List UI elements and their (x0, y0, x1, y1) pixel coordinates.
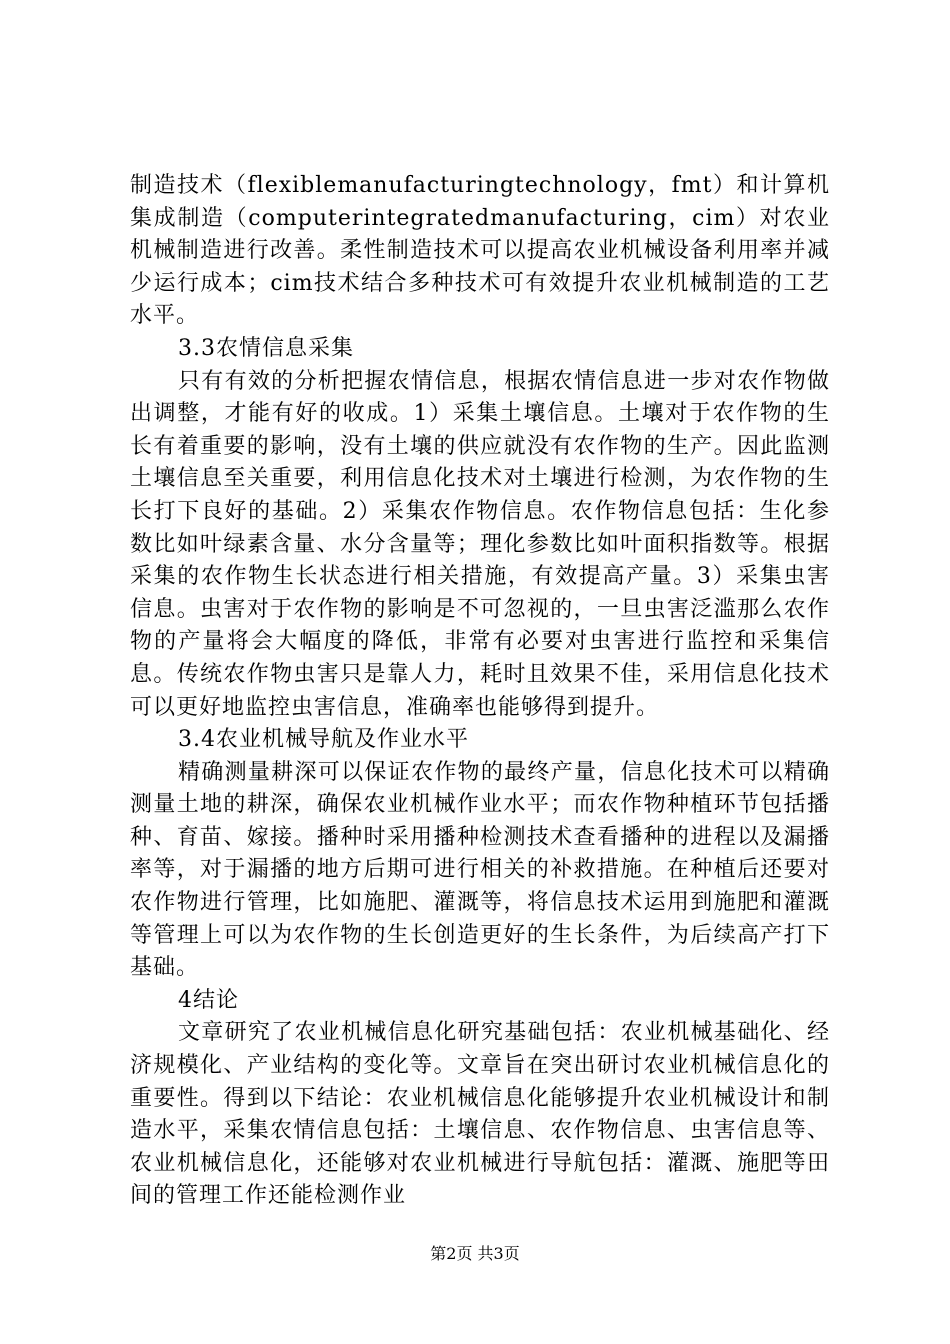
paragraph-crop-info: 只有有效的分析把握农情信息，根据农情信息进一步对农作物做出调整，才能有好的收成。1）采集土壤信息。土壤对于农作物的生长有着重要的影响，没有土壤的供应就没有农作物的生产。因此监测土壤信息至关重要，利用信息化技术对土壤进行检测，为农作物的生长打下良好的基础。2）采集农作物信息。农作物信息包括：生化参数比如叶绿素含量、水分含量等；理化参数比如叶面积指数等。根据采集的农作物生长状态进行相关措施，有效提高产量。3）采集虫害信息。虫害对于农作物的影响是不可忽视的，一旦虫害泛滥那么农作物的产量将会大幅度的降低，非常有必要对虫害进行监控和采集信息。传统农作物虫害只是靠人力，耗时且效果不佳，采用信息化技术可以更好地监控虫害信息，准确率也能够得到提升。 (130, 368, 830, 720)
paragraph-navigation: 精确测量耕深可以保证农作物的最终产量，信息化技术可以精确测量土地的耕深，确保农业机械作业水平；而农作物种植环节包括播种、育苗、嫁接。播种时采用播种检测技术查看播种的进程以及漏播率等，对于漏播的地方后期可进行相关的补救措施。在种植后还要对农作物进行管理，比如施肥、灌溉等，将信息技术运用到施肥和灌溉等管理上可以为农作物的生长创造更好的生长条件，为后续高产打下基础。 (130, 759, 830, 981)
paragraph-fmt-cim: 制造技术（flexiblemanufacturingtechnology，fmt）和计算机集成制造（computerintegratedmanufacturing，cim）对农业机械制造进行改善。柔性制造技术可以提高农业机械设备利用率并减少运行成本；cim技术结合多种技术可有效提升农业机械制造的工艺水平。 (130, 173, 830, 329)
section-heading-4: 4结论 (178, 987, 239, 1013)
paragraph-conclusion: 文章研究了农业机械信息化研究基础包括：农业机械基础化、经济规模化、产业结构的变化等。文章旨在突出研讨农业机械信息化的重要性。得到以下结论：农业机械信息化能够提升农业机械设计和制造水平，采集农情信息包括：土壤信息、农作物信息、虫害信息等、农业机械信息化，还能够对农业机械进行导航包括：灌溉、施肥等田间的管理工作还能检测作业 (130, 1020, 830, 1209)
page-number-footer: 第2页 共3页 (430, 1244, 520, 1263)
section-heading-3-3: 3.3农情信息采集 (178, 335, 354, 361)
document-body (130, 170, 830, 1213)
section-heading-3-4: 3.4农业机械导航及作业水平 (178, 727, 469, 753)
